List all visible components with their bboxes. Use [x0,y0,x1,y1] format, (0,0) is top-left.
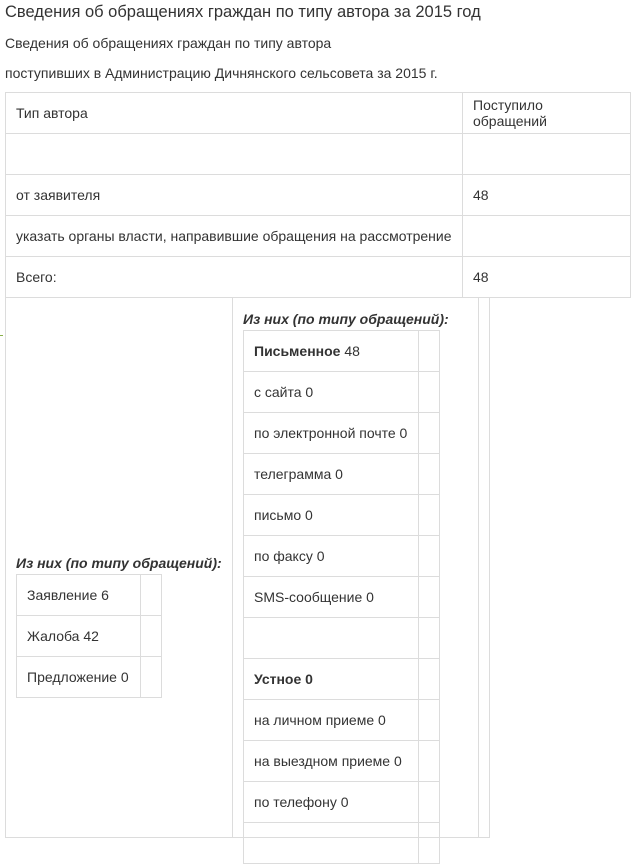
list-item [244,413,440,454]
subtitle-line-2: поступивших в Администрацию Дичнянского сельсовета за 2015 г. [5,65,438,81]
item-blank [419,331,440,372]
item-label: на выездном приеме 0 [244,741,419,782]
list-item-empty [244,618,440,659]
list-item [244,700,440,741]
item-blank [419,454,440,495]
row-value: 48 [463,257,631,298]
item-label: телеграмма 0 [244,454,419,495]
row-label [6,134,463,175]
written-label [244,331,419,372]
table-row-total [6,257,631,298]
delivery-type-table [243,330,440,864]
left-section-heading: Из них (по типу обращений): [16,555,222,571]
list-item-oral [244,659,440,700]
list-item [244,536,440,577]
item-label: по факсу 0 [244,536,419,577]
item-blank [419,741,440,782]
item-blank [141,657,162,698]
item-blank [419,782,440,823]
item-label: на личном приеме 0 [244,700,419,741]
list-item [244,782,440,823]
item-label: Жалоба 42 [17,616,141,657]
row-label: от заявителя [6,175,463,216]
item-label: письмо 0 [244,495,419,536]
written-title: Письменное [254,343,341,359]
edge-marker [0,335,3,336]
item-label: Предложение 0 [17,657,141,698]
page-title: Сведения об обращениях граждан по типу автора за 2015 год [5,3,481,21]
item-blank [419,577,440,618]
by-appeal-type-cell [6,297,233,838]
item-blank [419,495,440,536]
list-item [244,577,440,618]
appeal-kind-table [16,574,162,698]
item-blank [419,618,440,659]
table-row [6,216,631,257]
list-item [17,616,162,657]
item-blank [141,616,162,657]
blank-column-cell [479,297,490,838]
mid-section-heading: Из них (по типу обращений): [243,311,449,327]
header-received-count: Поступило обращений [463,93,631,134]
item-blank [419,823,440,864]
list-item [244,372,440,413]
oral-label: Устное 0 [244,659,419,700]
subtitle-line-1: Сведения об обращениях граждан по типу автора [5,35,332,51]
table-row [6,134,631,175]
list-item [244,495,440,536]
list-item [17,575,162,616]
written-count: 48 [344,343,360,359]
item-blank [419,659,440,700]
table-row [6,175,631,216]
by-delivery-type-cell [233,297,479,838]
list-item [17,657,162,698]
list-item-empty [244,823,440,864]
breakdown-table [5,297,490,838]
item-label-empty [244,618,419,659]
item-label: по электронной почте 0 [244,413,419,454]
item-label: с сайта 0 [244,372,419,413]
item-blank [141,575,162,616]
row-value [463,134,631,175]
header-author-type: Тип автора [6,93,463,134]
item-label: по телефону 0 [244,782,419,823]
item-label: Заявление 6 [17,575,141,616]
list-item [244,741,440,782]
row-label: Всего: [6,257,463,298]
list-item [244,454,440,495]
author-type-table [5,92,631,298]
item-blank [419,700,440,741]
item-blank [419,536,440,577]
item-blank [419,413,440,454]
row-label: указать органы власти, направившие обращения на рассмотрение [6,216,463,257]
item-blank [419,372,440,413]
item-label-empty [244,823,419,864]
row-value [463,216,631,257]
row-value: 48 [463,175,631,216]
item-label: SMS-сообщение 0 [244,577,419,618]
list-item-written [244,331,440,372]
table-header-row [6,93,631,134]
